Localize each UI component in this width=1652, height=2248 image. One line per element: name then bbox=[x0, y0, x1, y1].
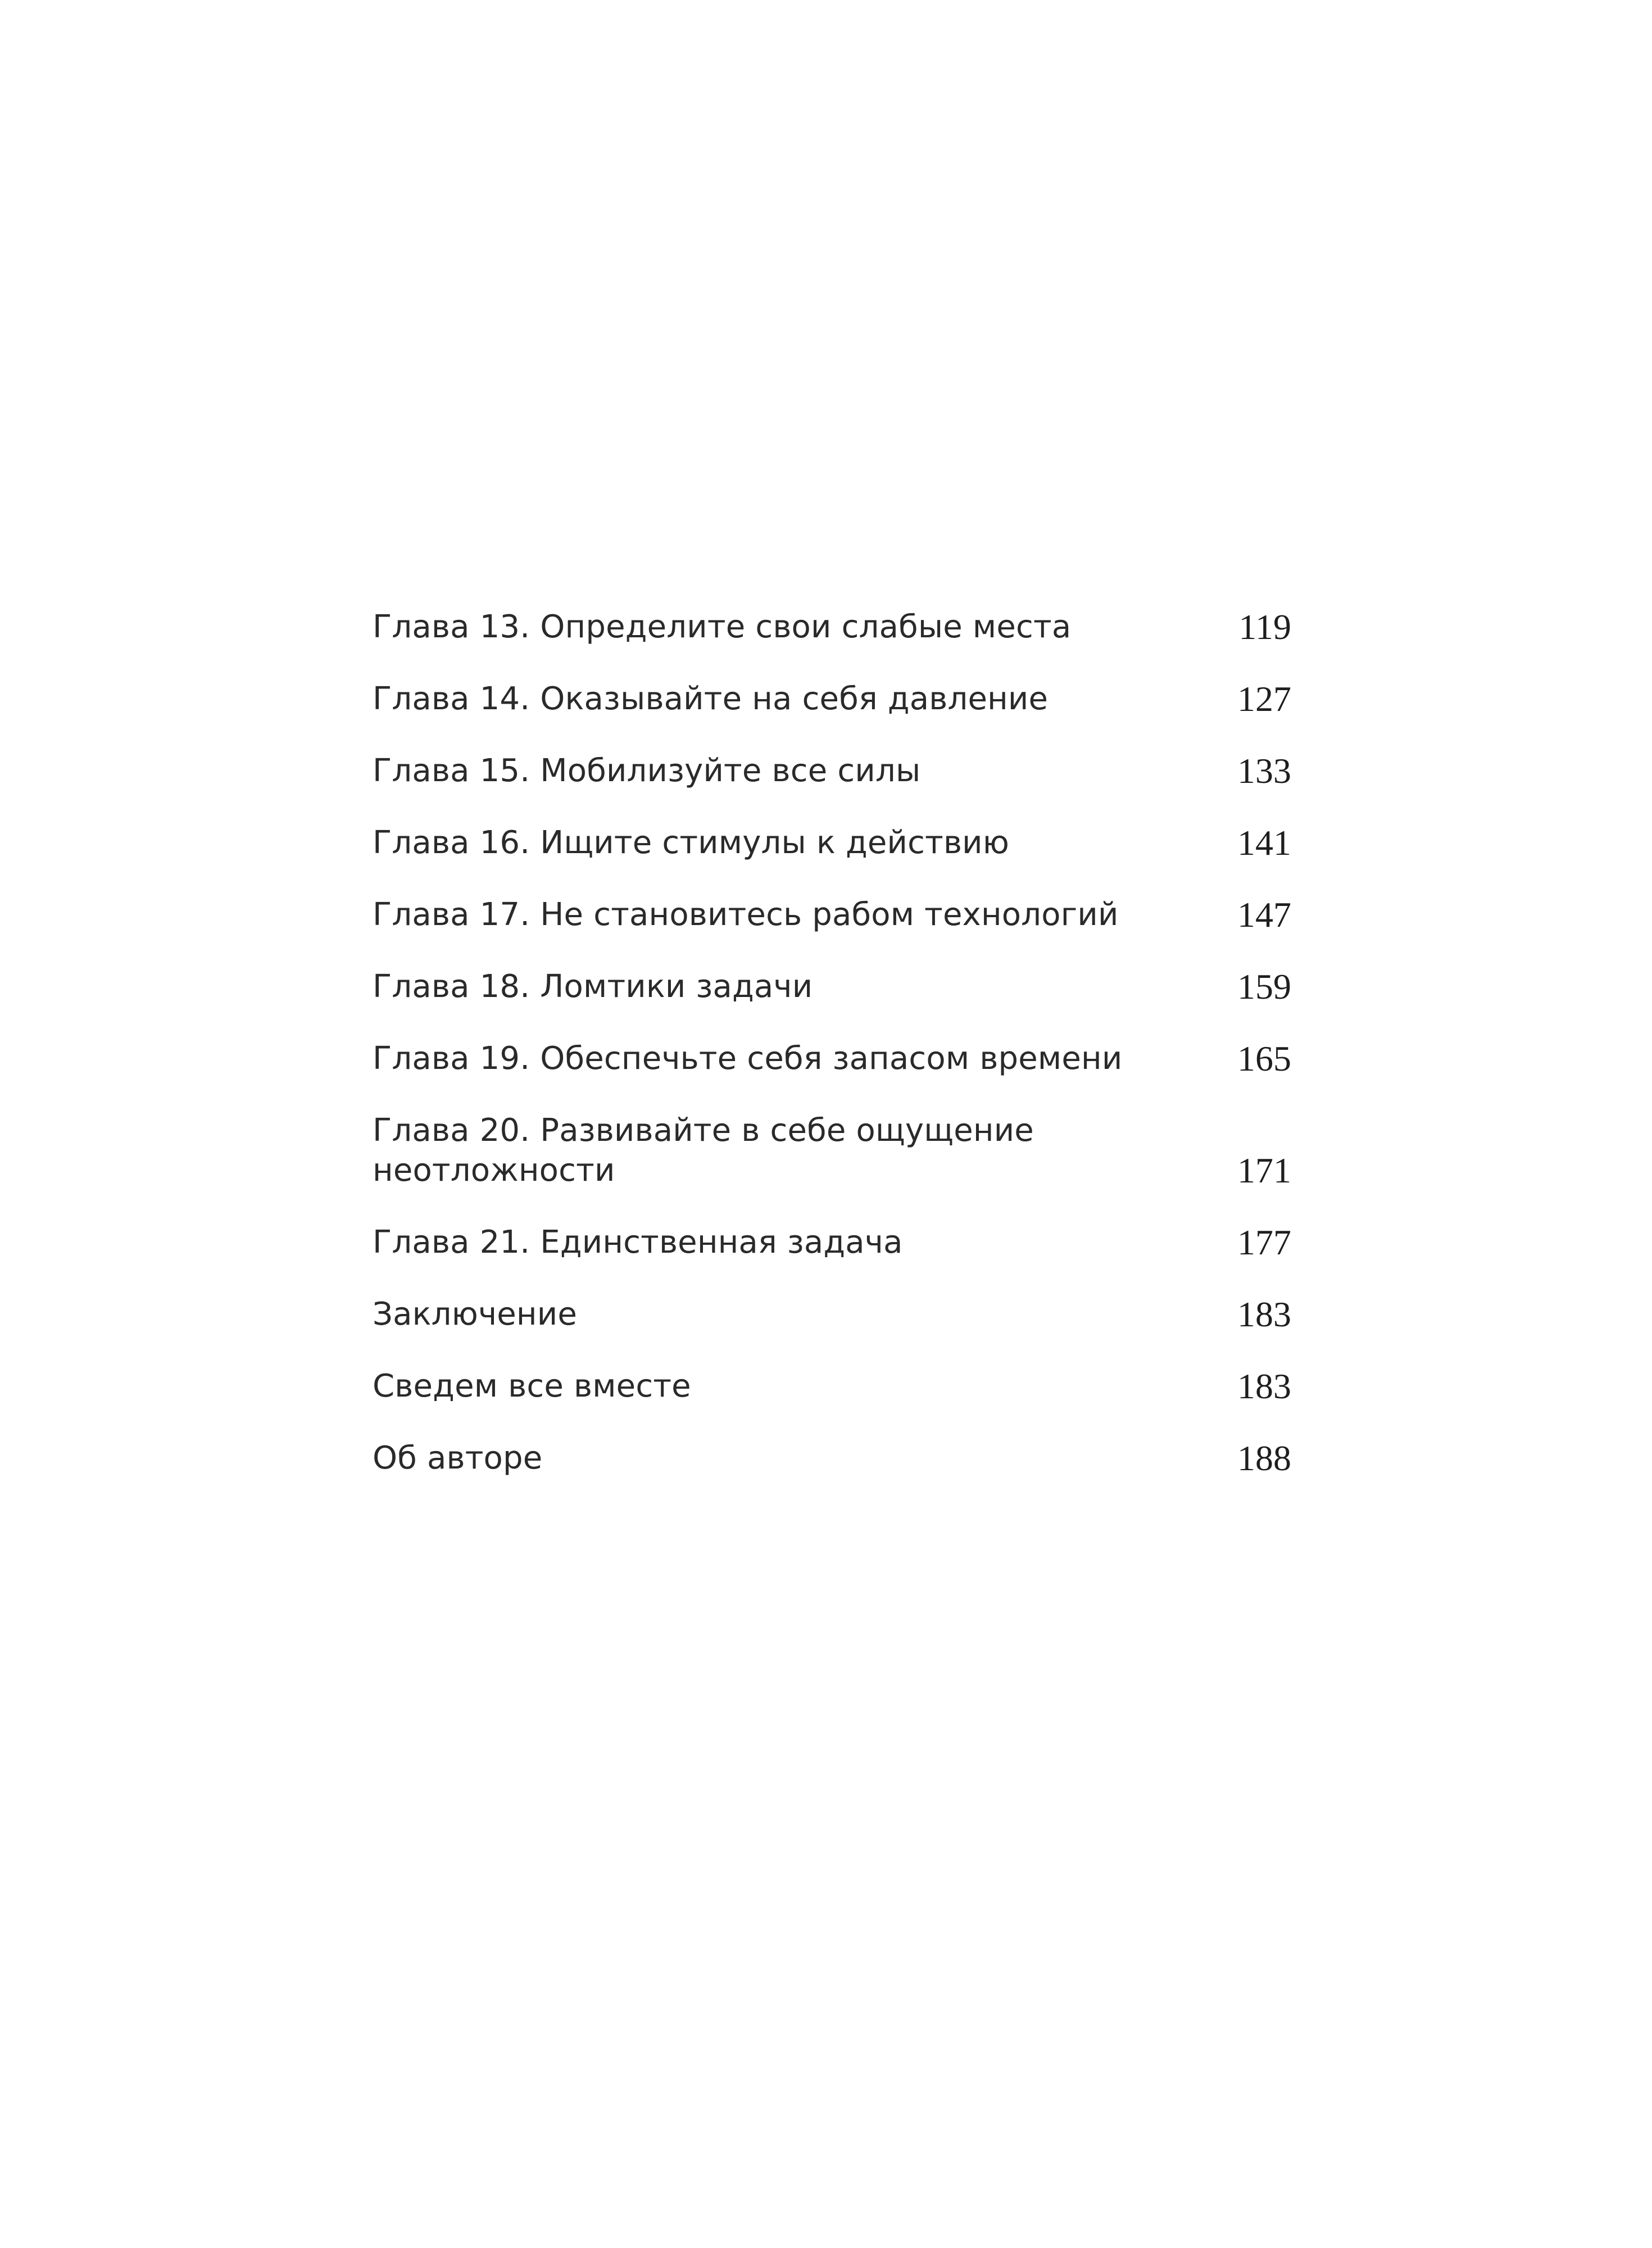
toc-entry-chapter-19 bbox=[373, 1039, 1291, 1078]
toc-entry-page-number: 188 bbox=[1237, 1438, 1291, 1478]
toc-entry-chapter-17 bbox=[373, 895, 1291, 935]
toc-entry-title: Сведем все вместе bbox=[373, 1368, 691, 1404]
toc-entry-title: Глава 20. Развивайте в себе ощущение неотложности bbox=[373, 1112, 1034, 1189]
toc-entry-title: Глава 14. Оказывайте на себя давление bbox=[373, 681, 1049, 717]
toc-entry-page-number: 133 bbox=[1237, 751, 1291, 791]
toc-entry-title: Глава 19. Обеспечьте себя запасом времени bbox=[373, 1040, 1123, 1077]
toc-entry-page-number: 127 bbox=[1237, 679, 1291, 719]
toc-entry-title: Глава 13. Определите свои слабые места bbox=[373, 609, 1072, 645]
toc-entry-page-number: 171 bbox=[1237, 1150, 1291, 1190]
toc-entry-page-number: 147 bbox=[1237, 895, 1291, 935]
toc-entry-title: Об авторе bbox=[373, 1440, 543, 1476]
toc-entry-title: Глава 15. Мобилизуйте все силы bbox=[373, 753, 921, 789]
toc-entry-chapter-14 bbox=[373, 679, 1291, 719]
toc-entry-conclusion bbox=[373, 1294, 1291, 1334]
toc-entry-title: Глава 16. Ищите стимулы к действию bbox=[373, 824, 1010, 861]
toc-entry-title: Глава 17. Не становитесь рабом технологий bbox=[373, 896, 1119, 933]
toc-entry-page-number: 159 bbox=[1237, 967, 1291, 1007]
toc-entry-page-number: 141 bbox=[1237, 823, 1291, 863]
toc-entry-title: Заключение bbox=[373, 1296, 577, 1333]
toc-entry-chapter-15 bbox=[373, 751, 1291, 791]
toc-entry-summary bbox=[373, 1366, 1291, 1406]
table-of-contents bbox=[373, 607, 1291, 1510]
toc-entry-page-number: 183 bbox=[1237, 1366, 1291, 1406]
toc-entry-chapter-20 bbox=[373, 1111, 1291, 1190]
toc-entry-chapter-18 bbox=[373, 967, 1291, 1007]
toc-entry-chapter-13 bbox=[373, 607, 1291, 647]
toc-entry-chapter-21 bbox=[373, 1222, 1291, 1262]
toc-entry-about-author bbox=[373, 1438, 1291, 1478]
toc-entry-page-number: 183 bbox=[1237, 1294, 1291, 1334]
toc-entry-page-number: 177 bbox=[1237, 1222, 1291, 1262]
toc-entry-title: Глава 21. Единственная задача bbox=[373, 1224, 903, 1261]
toc-entry-chapter-16 bbox=[373, 823, 1291, 863]
toc-entry-title: Глава 18. Ломтики задачи bbox=[373, 968, 813, 1005]
toc-entry-page-number: 165 bbox=[1237, 1039, 1291, 1078]
toc-entry-page-number: 119 bbox=[1238, 607, 1291, 647]
